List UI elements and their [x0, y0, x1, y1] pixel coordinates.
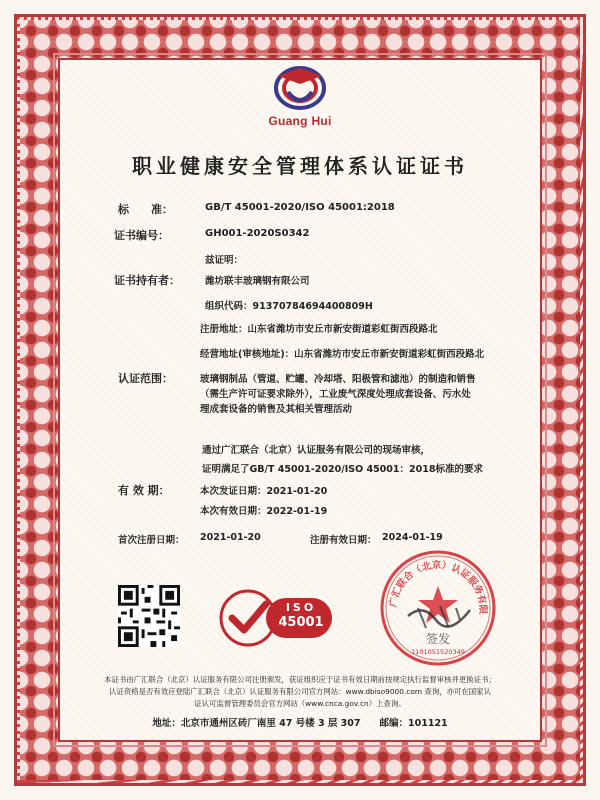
footer-note-3: 证认可监督管理委员会官方网站（www.cnca.gov.cn）上查询。 [194, 699, 406, 708]
logo-brand-text: Guang Hui [268, 114, 332, 128]
holder-name: 潍坊联丰玻璃钢有限公司 [205, 276, 310, 287]
standard-label: 标 准： [118, 203, 173, 216]
audit-line-2: 证明满足了GB/T 45001-2020/ISO 45001：2018标准的要求 [202, 464, 483, 475]
seal-ring-text: 广汇联合（北京）认证服务有限 [387, 559, 489, 615]
official-seal [378, 548, 498, 668]
company-logo [260, 62, 340, 142]
iso-badge-top: ISO [285, 601, 317, 614]
standard-value: GB/T 45001-2020/ISO 45001:2018 [205, 202, 395, 213]
cert-no-label: 证书编号： [114, 229, 169, 242]
footer-note-1: 本证书由广汇联合（北京）认证服务有限公司注册颁发，获证组织应于证书有效日期前按规定执行监督审核并更换证书； [104, 675, 496, 684]
validity-label: 有 效 期： [118, 484, 170, 497]
footer-note-2: 认证资格是否有效应登陆广汇联合（北京）认证服务有限公司官方网站：www.dbiso9000.com 查询，亦可在国家认 [109, 687, 491, 696]
scope-line-2: （需生产许可证要求除外），工业废气深度处理成套设备、污水处 [200, 389, 471, 400]
logo-emblem-icon [260, 62, 340, 114]
holder-reg-address: 注册地址：山东省潍坊市安丘市新安街道彩虹街西段路北 [200, 324, 438, 335]
holder-org-code: 组织代码：91370784694400809H [205, 301, 373, 312]
cert-no-value: GH001-2020S0342 [205, 228, 310, 239]
reg-valid-value: 2024-01-19 [382, 532, 443, 543]
scope-line-1: 玻璃钢制品（管道、贮罐、冷却塔、阳极管和滤池）的制造和销售 [200, 374, 476, 385]
audit-line-1: 通过广汇联合（北京）认证服务有限公司的现场审核， [202, 445, 431, 456]
certificate-title: 职业健康安全管理体系认证证书 [132, 154, 468, 178]
issuer-address: 地址：北京市通州区砖厂南里 47 号楼 3 层 307 邮编：101121 [152, 718, 448, 729]
qr-code-icon [118, 585, 180, 647]
holder-op-address: 经营地址(审核地址)：山东省潍坊市安丘市新安街道彩虹街西段路北 [200, 349, 485, 360]
reg-valid-label: 注册有效日期： [310, 535, 377, 546]
iso-badge-bottom: 45001 [278, 615, 324, 630]
holder-label: 证书持有者： [114, 274, 180, 287]
seal-sign-text: 签发 [425, 632, 450, 646]
seal-number: 1101051520349 [411, 648, 465, 656]
validity-issue-date: 本次发证日期：2021-01-20 [200, 486, 328, 497]
iso-45001-badge [218, 588, 338, 648]
first-reg-value: 2021-01-20 [200, 532, 261, 543]
first-reg-label: 首次注册日期： [118, 535, 185, 546]
proof-text: 兹证明： [205, 255, 244, 266]
scope-line-3: 理成套设备的销售及其相关管理活动 [200, 404, 353, 415]
scope-label: 认证范围： [118, 372, 173, 385]
validity-expire-date: 本次有效日期：2022-01-19 [200, 506, 328, 517]
